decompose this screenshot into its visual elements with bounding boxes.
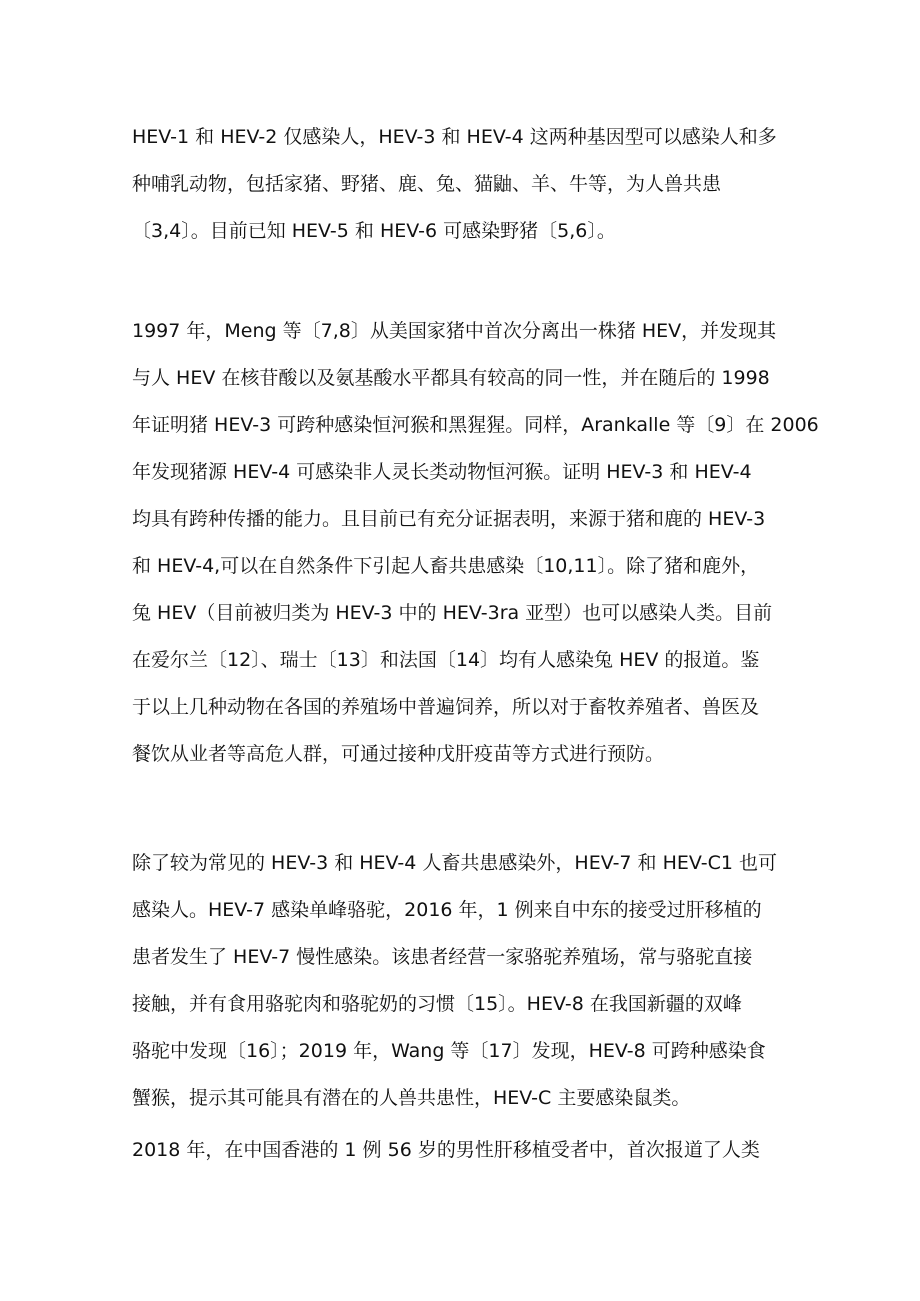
text-line: 蟹猴，提示其可能具有潜在的人兽共患性，HEV-C 主要感染鼠类。: [132, 1087, 691, 1109]
text-line: 餐饮从业者等高危人群，可通过接种戊肝疫苗等方式进行预防。: [132, 743, 665, 765]
text-line: 除了较为常见的 HEV-3 和 HEV-4 人畜共患感染外，HEV-7 和 HEV-C1 也可: [132, 852, 778, 874]
text-line: 兔 HEV（目前被归类为 HEV-3 中的 HEV-3ra 亚型）也可以感染人类。目前: [132, 602, 773, 624]
text-line: 接触，并有食用骆驼肉和骆驼奶的习惯〔15〕。HEV-8 在我国新疆的双峰: [132, 993, 742, 1015]
text-line: 在爱尔兰〔12〕、瑞士〔13〕和法国〔14〕均有人感染兔 HEV 的报道。鉴: [132, 649, 760, 671]
text-line: 年发现猪源 HEV-4 可感染非人灵长类动物恒河猴。证明 HEV-3 和 HEV-4: [132, 461, 752, 483]
text-line: 于以上几种动物在各国的养殖场中普遍饲养，所以对于畜牧养殖者、兽医及: [132, 696, 760, 718]
paragraph-hev-7-hev-8: [132, 840, 800, 1122]
text-line: 与人 HEV 在核苷酸以及氨基酸水平都具有较高的同一性，并在随后的 1998: [132, 367, 770, 389]
text-line: 种哺乳动物，包括家猪、野猪、鹿、兔、猫鼬、羊、牛等，为人兽共患: [132, 173, 722, 195]
text-line: 均具有跨种传播的能力。且目前已有充分证据表明，来源于猪和鹿的 HEV-3: [132, 508, 766, 530]
paragraph-hong-kong-case: [132, 1127, 800, 1174]
text-line: 〔3,4〕。目前已知 HEV-5 和 HEV-6 可感染野猪〔5,6〕。: [132, 220, 616, 242]
paragraph-swine-hev: [132, 308, 819, 778]
text-line: 2018 年，在中国香港的 1 例 56 岁的男性肝移植受者中，首次报道了人类: [132, 1139, 760, 1161]
text-line: 和 HEV-4,可以在自然条件下引起人畜共患感染〔10,11〕。除了猪和鹿外，: [132, 555, 760, 577]
text-line: 患者发生了 HEV-7 慢性感染。该患者经营一家骆驼养殖场，常与骆驼直接: [132, 946, 753, 968]
text-line: HEV-1 和 HEV-2 仅感染人，HEV-3 和 HEV-4 这两种基因型可以感染人和多: [132, 126, 777, 148]
text-line: 骆驼中发现〔16〕；2019 年，Wang 等〔17〕发现，HEV-8 可跨种感染食: [132, 1040, 766, 1062]
text-line: 感染人。HEV-7 感染单峰骆驼，2016 年，1 例来自中东的接受过肝移植的: [132, 899, 762, 921]
text-line: 年证明猪 HEV-3 可跨种感染恒河猴和黑猩猩。同样，Arankalle 等〔9〕在 2006: [132, 414, 819, 436]
text-line: 1997 年，Meng 等〔7,8〕从美国家猪中首次分离出一株猪 HEV，并发现其: [132, 320, 777, 342]
paragraph-hev-genotypes: [132, 114, 800, 255]
